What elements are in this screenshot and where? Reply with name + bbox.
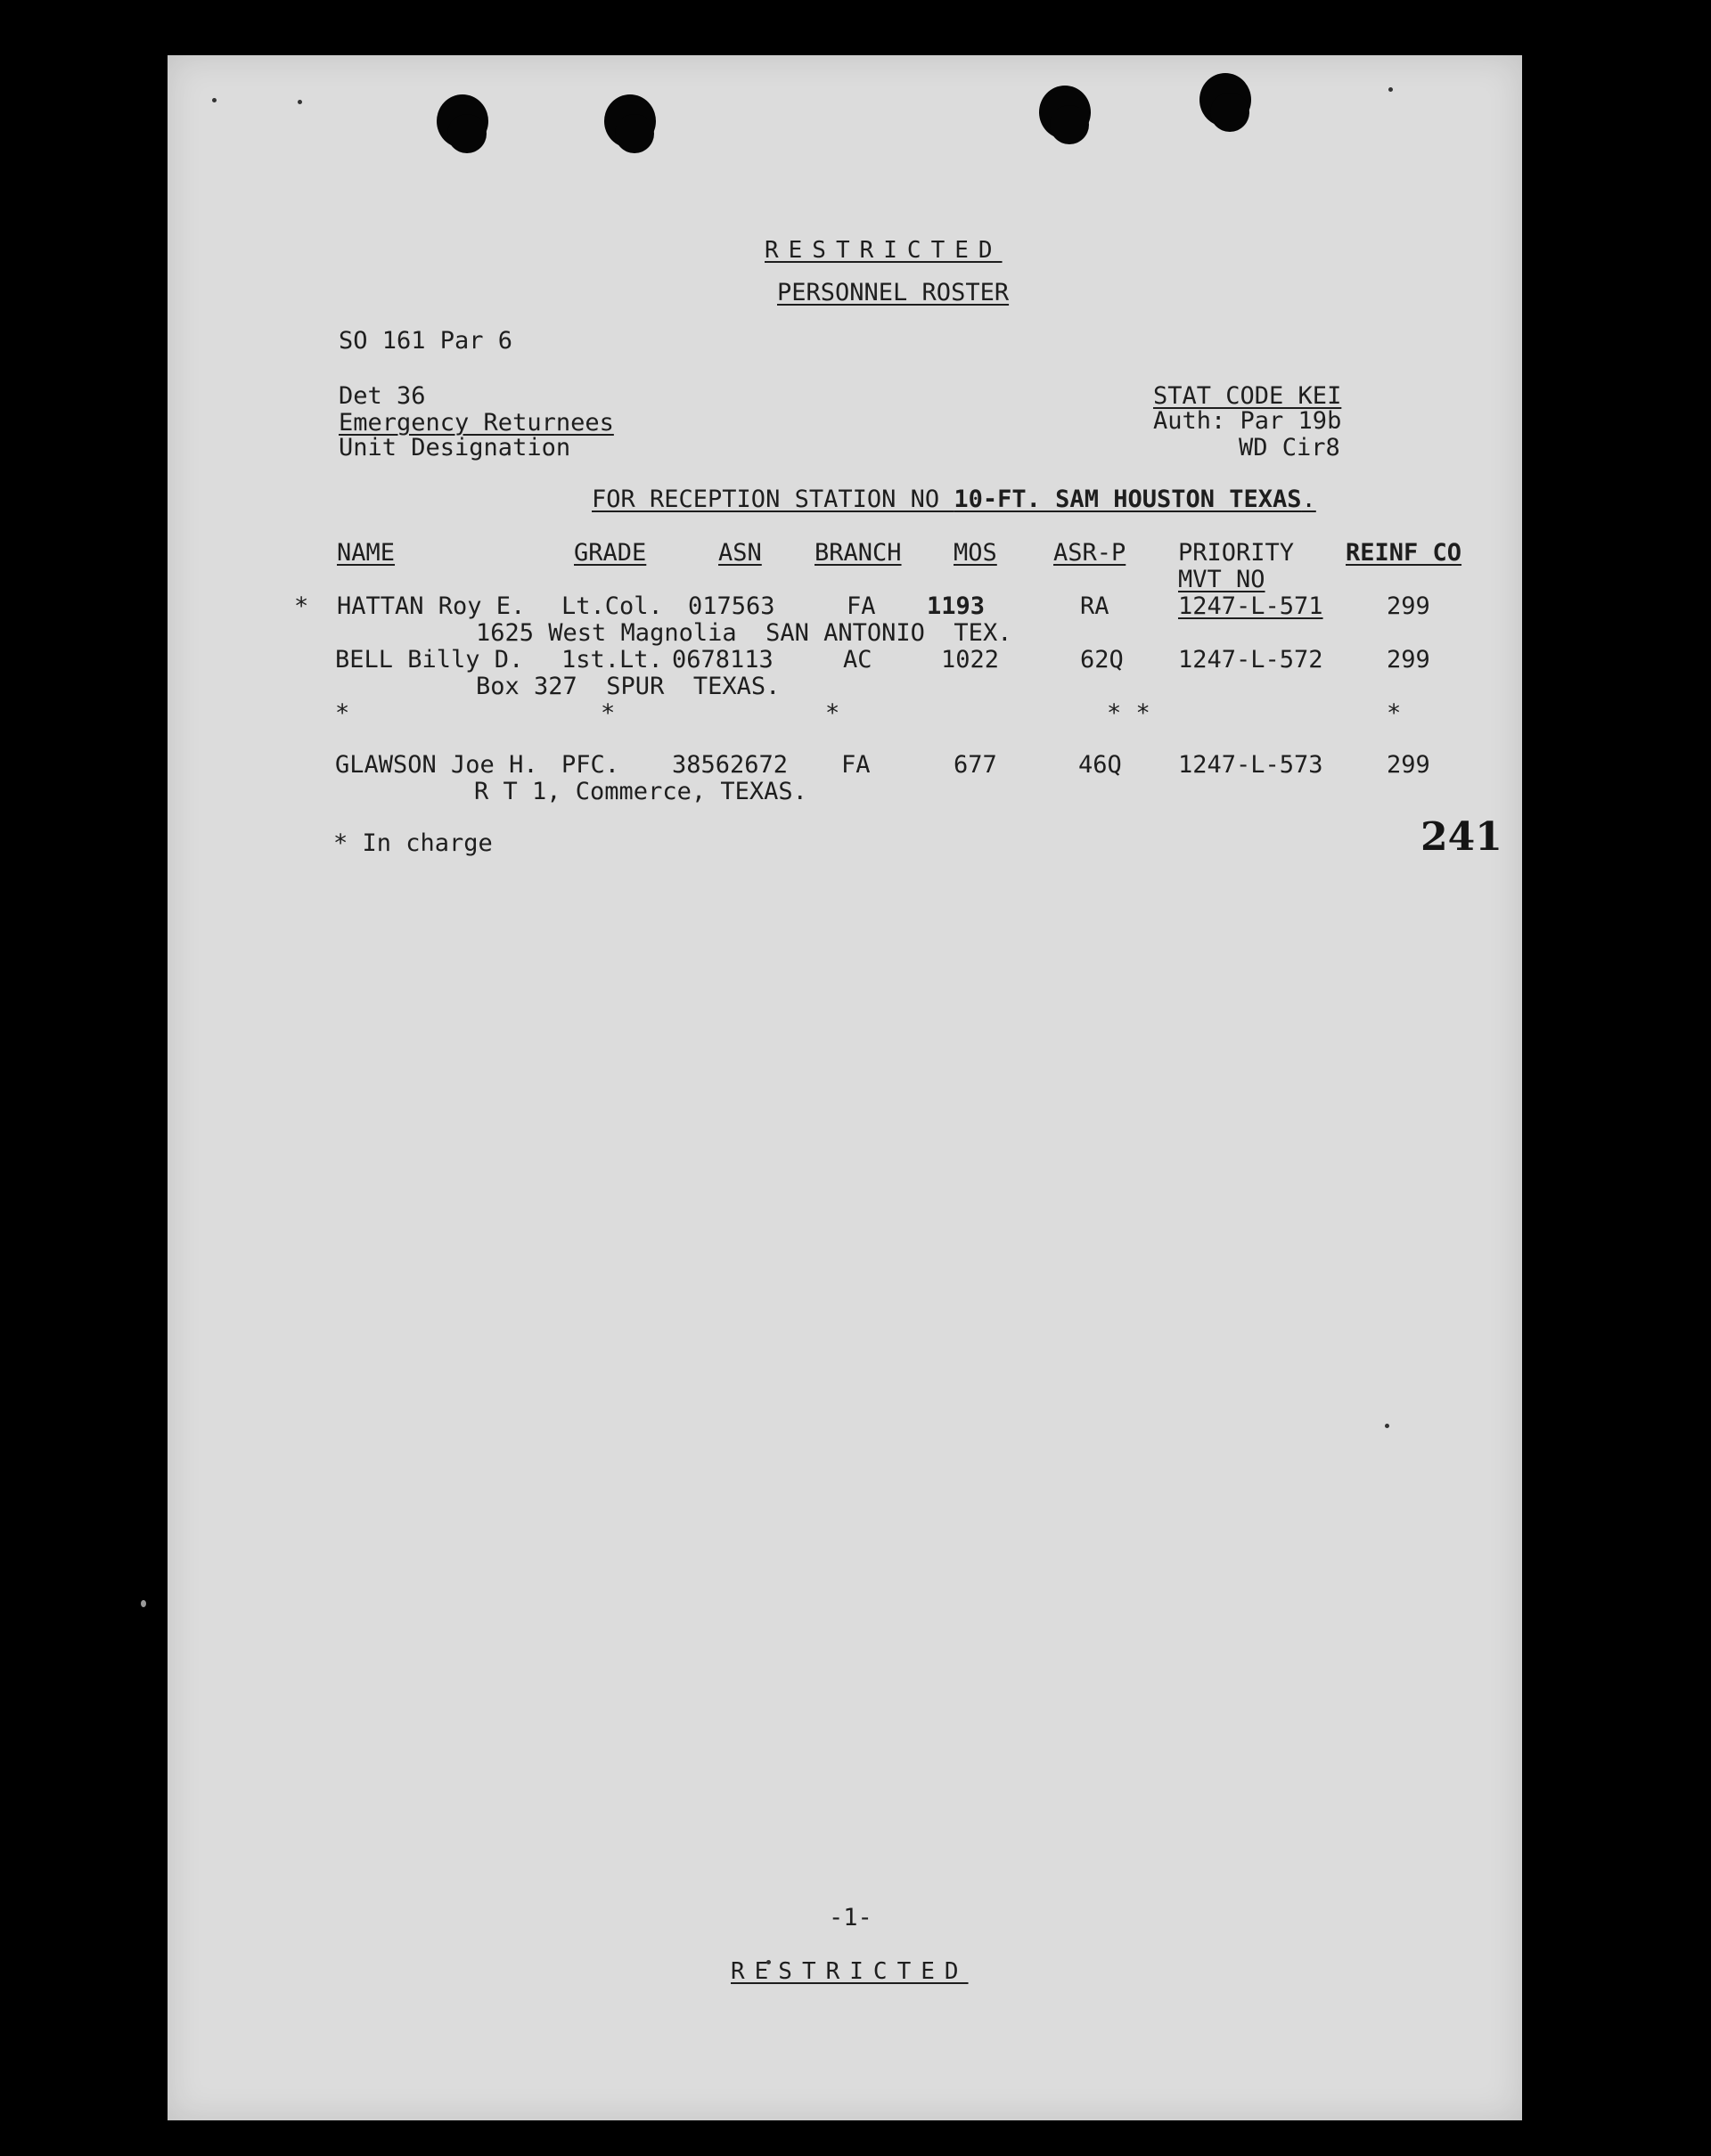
row-reinf: 299 bbox=[1387, 646, 1430, 674]
row-branch: AC bbox=[843, 646, 872, 674]
row-priority: 1247-L-573 bbox=[1178, 751, 1323, 779]
row-grade: 1st.Lt. bbox=[561, 646, 663, 674]
star-mark: * * bbox=[1107, 699, 1150, 727]
row-asr: 46Q bbox=[1078, 751, 1122, 779]
speck bbox=[212, 98, 217, 102]
stamp-number: 241 bbox=[1420, 814, 1502, 860]
col-reinf: REINF CO bbox=[1346, 539, 1462, 567]
col-name: NAME bbox=[337, 539, 396, 567]
col-mvt-no: MVT NO bbox=[1178, 566, 1265, 593]
circular: WD Cir8 bbox=[1239, 434, 1340, 461]
row-mos: 1022 bbox=[941, 646, 1000, 674]
row-address: R T 1, Commerce, TEXAS. bbox=[474, 778, 807, 805]
row-address: Box 327 SPUR TEXAS. bbox=[476, 673, 781, 700]
row-priority: 1247-L-571 bbox=[1178, 592, 1323, 620]
row-asn: 38562672 bbox=[672, 751, 789, 779]
page-number: -1- bbox=[829, 1904, 872, 1931]
document-title: PERSONNEL ROSTER bbox=[777, 279, 1010, 306]
punch-hole-4 bbox=[1199, 73, 1251, 127]
row-asn: 0678113 bbox=[672, 646, 774, 674]
stat-code: STAT CODE KEI bbox=[1153, 382, 1342, 410]
star-mark: * bbox=[601, 699, 616, 727]
row-reinf: 299 bbox=[1387, 751, 1430, 779]
punch-hole-3 bbox=[1039, 86, 1091, 139]
row-branch: FA bbox=[841, 751, 871, 779]
col-mos: MOS bbox=[954, 539, 997, 567]
footnote: * In charge bbox=[333, 829, 493, 857]
classification-heading: RESTRICTED bbox=[765, 237, 1003, 264]
row-address: 1625 West Magnolia SAN ANTONIO TEX. bbox=[476, 619, 1012, 647]
row-marker: * bbox=[294, 592, 309, 620]
unit-designation-label: Unit Designation bbox=[339, 434, 571, 461]
row-reinf: 299 bbox=[1387, 592, 1430, 620]
authority: Auth: Par 19b bbox=[1153, 407, 1342, 435]
row-asr: RA bbox=[1080, 592, 1109, 620]
row-mos: 677 bbox=[954, 751, 997, 779]
detachment: Det 36 bbox=[339, 382, 426, 410]
punch-hole-1 bbox=[437, 94, 488, 148]
row-mos: 1193 bbox=[927, 592, 986, 620]
star-mark: * bbox=[825, 699, 840, 727]
row-branch: FA bbox=[847, 592, 876, 620]
col-asn: ASN bbox=[718, 539, 762, 567]
footer-classification: RESTRICTED bbox=[731, 1958, 969, 1985]
col-grade: GRADE bbox=[574, 539, 647, 567]
col-branch: BRANCH bbox=[815, 539, 902, 567]
punch-hole-2 bbox=[604, 94, 656, 148]
row-name: BELL Billy D. bbox=[335, 646, 524, 674]
row-grade: Lt.Col. bbox=[561, 592, 663, 620]
col-asr: ASR-P bbox=[1053, 539, 1126, 567]
col-priority: PRIORITY bbox=[1178, 539, 1295, 567]
destination-station: 10-FT. SAM HOUSTON TEXAS bbox=[954, 486, 1302, 513]
row-asr: 62Q bbox=[1080, 646, 1124, 674]
destination-line bbox=[592, 486, 1316, 513]
row-priority: 1247-L-572 bbox=[1178, 646, 1323, 674]
destination-prefix: FOR RECEPTION STATION NO bbox=[592, 486, 954, 513]
roster-page bbox=[168, 55, 1522, 2120]
speck bbox=[141, 1600, 146, 1607]
row-name: HATTAN Roy E. bbox=[337, 592, 526, 620]
speck bbox=[1388, 87, 1393, 92]
speck bbox=[1385, 1424, 1389, 1428]
row-grade: PFC. bbox=[561, 751, 620, 779]
star-mark: * bbox=[335, 699, 350, 727]
row-asn: 017563 bbox=[688, 592, 775, 620]
unit-name: Emergency Returnees bbox=[339, 409, 614, 437]
destination-suffix: . bbox=[1301, 486, 1316, 513]
special-order: SO 161 Par 6 bbox=[339, 327, 513, 355]
star-mark: * bbox=[1387, 699, 1402, 727]
row-name: GLAWSON Joe H. bbox=[335, 751, 538, 779]
speck bbox=[298, 100, 302, 104]
